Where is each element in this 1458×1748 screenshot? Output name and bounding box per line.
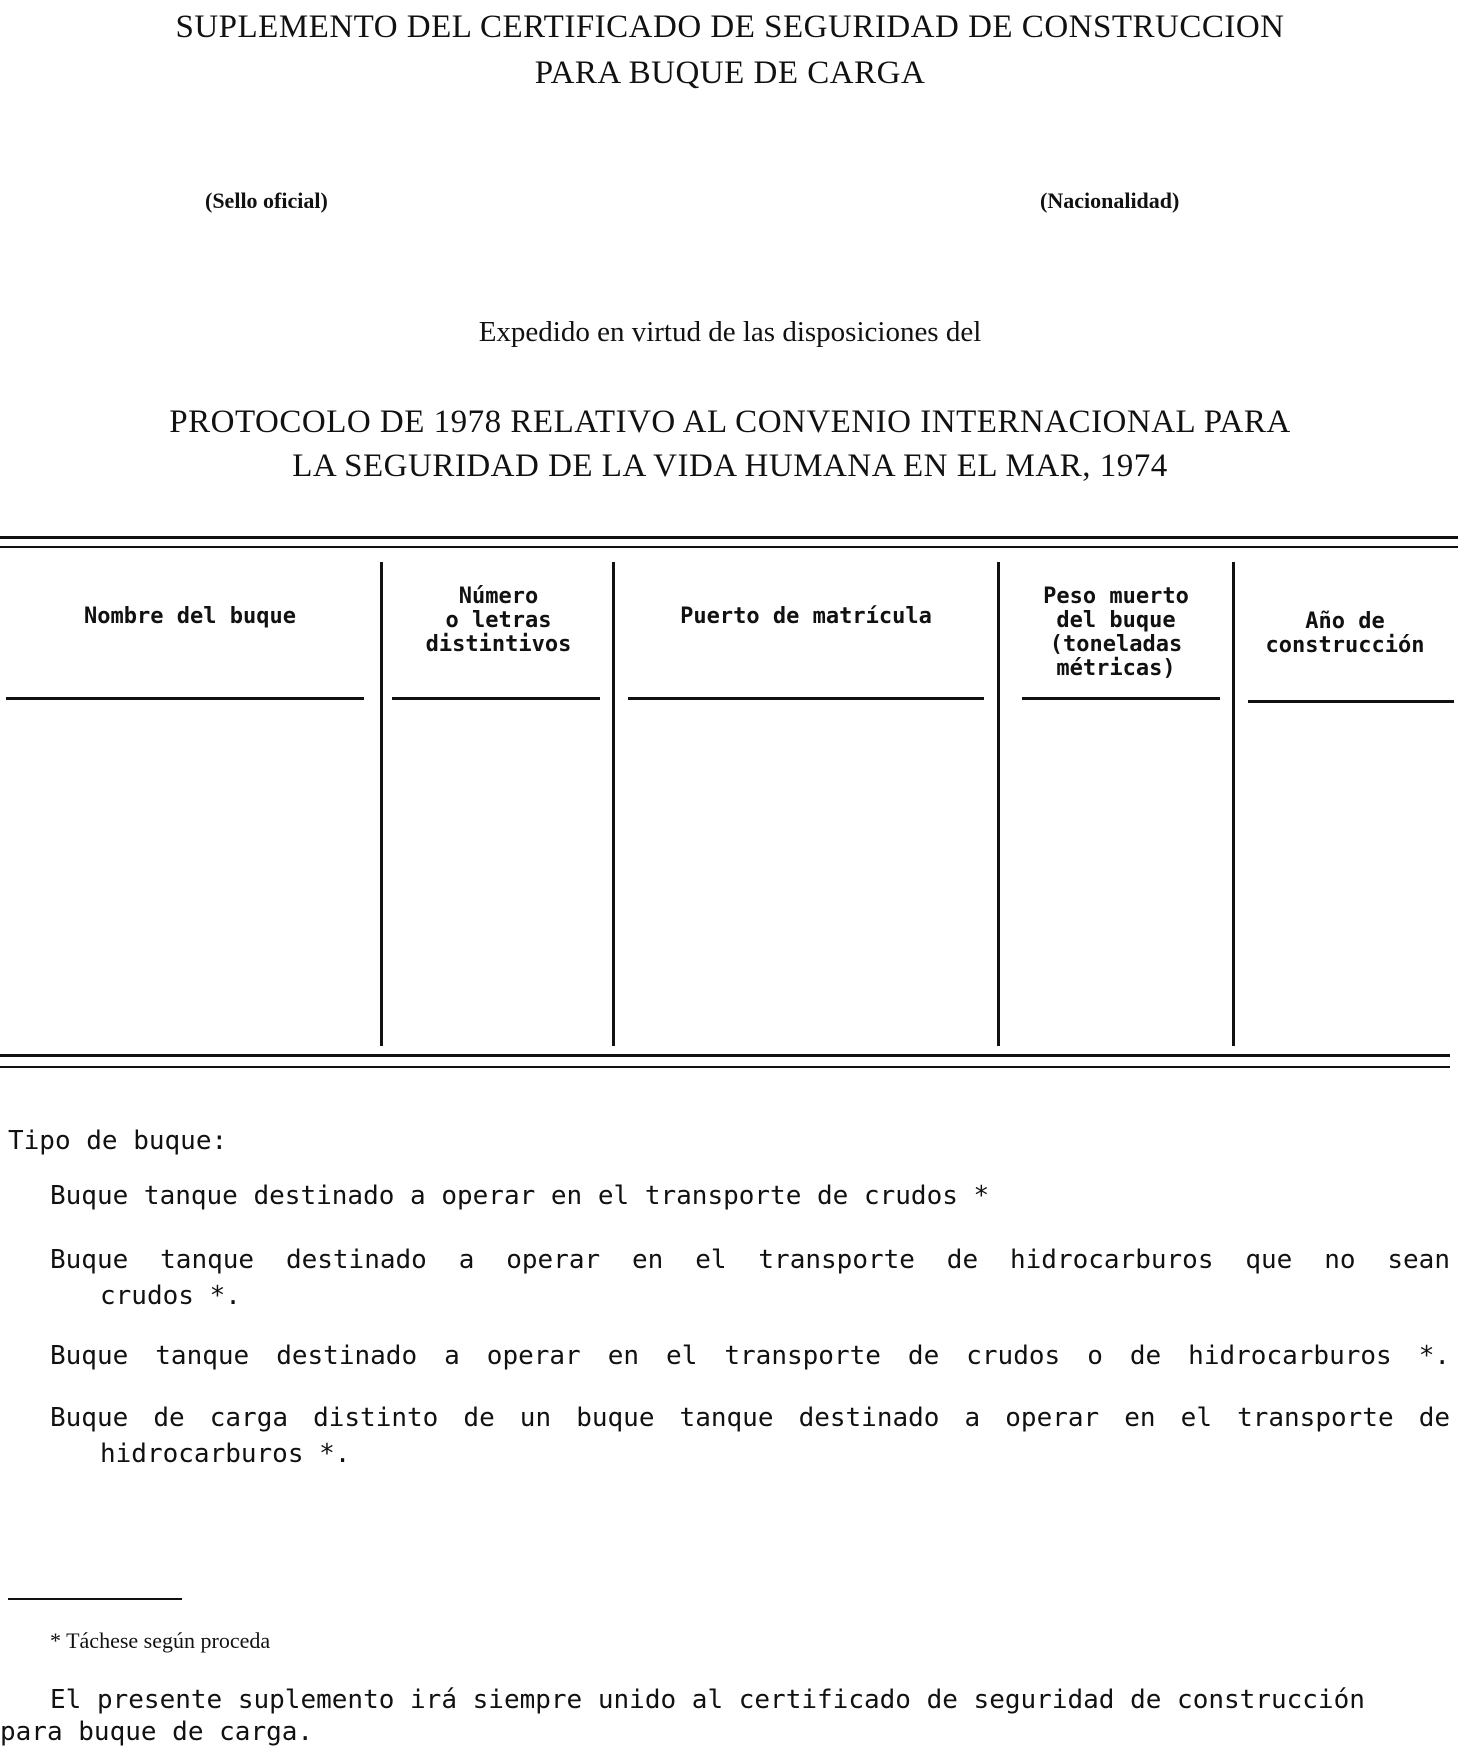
header-distinctive-number: Número o letras distintivos bbox=[425, 584, 572, 657]
footnote-text: * Táchese según proceda bbox=[50, 1628, 271, 1653]
issued-under-text: Expedido en virtud de las disposiciones del bbox=[478, 316, 982, 348]
ship-type-option: Buque tanque destinado a operar en el transporte de hidrocarburos que no sean crudos *. bbox=[50, 1245, 1450, 1311]
column-divider bbox=[612, 562, 615, 1046]
header-underline bbox=[628, 697, 984, 700]
column-divider bbox=[380, 562, 383, 1046]
footnote-rule bbox=[8, 1598, 182, 1600]
header-port-of-registry: Puerto de matrícula bbox=[680, 604, 932, 629]
closing-note bbox=[0, 1684, 1448, 1748]
nationality-label: (Nacionalidad) bbox=[1040, 188, 1180, 213]
header-ship-name: Nombre del buque bbox=[84, 604, 296, 629]
header-underline bbox=[1022, 697, 1220, 700]
protocol-line-2: LA SEGURIDAD DE LA VIDA HUMANA EN EL MAR, 1974 bbox=[292, 448, 1168, 484]
title-line-2: PARA BUQUE DE CARGA bbox=[534, 55, 926, 91]
table-bottom-rule bbox=[0, 1054, 1450, 1057]
header-year-built: Año de construcción bbox=[1265, 609, 1425, 658]
table-top-rule-inner bbox=[0, 546, 1458, 548]
header-underline bbox=[392, 697, 600, 700]
protocol-title bbox=[60, 400, 1400, 488]
ship-type-label: Tipo de buque: bbox=[8, 1126, 228, 1156]
ship-type-option: Buque tanque destinado a operar en el transporte de crudos o de hidrocarburos *. bbox=[50, 1341, 1450, 1371]
closing-line-2: para buque de carga. bbox=[0, 1717, 314, 1747]
ship-type-option: Buque de carga distinto de un buque tanque destinado a operar en el transporte de hidrocarburos *. bbox=[50, 1403, 1450, 1469]
header-deadweight: Peso muerto del buque (toneladas métricas) bbox=[1043, 584, 1189, 681]
document-title bbox=[60, 4, 1400, 96]
title-line-1: SUPLEMENTO DEL CERTIFICADO DE SEGURIDAD DE CONSTRUCCION bbox=[175, 9, 1285, 45]
ship-type-option: Buque tanque destinado a operar en el transporte de crudos * bbox=[50, 1181, 990, 1211]
table-top-rule bbox=[0, 536, 1458, 539]
header-underline bbox=[1248, 700, 1454, 703]
protocol-line-1: PROTOCOLO DE 1978 RELATIVO AL CONVENIO INTERNACIONAL PARA bbox=[169, 404, 1291, 440]
table-bottom-rule-inner bbox=[0, 1066, 1450, 1068]
closing-line-1: El presente suplemento irá siempre unido al certificado de seguridad de construcción bbox=[50, 1685, 1365, 1715]
official-seal-label: (Sello oficial) bbox=[205, 188, 328, 213]
header-underline bbox=[6, 697, 364, 700]
